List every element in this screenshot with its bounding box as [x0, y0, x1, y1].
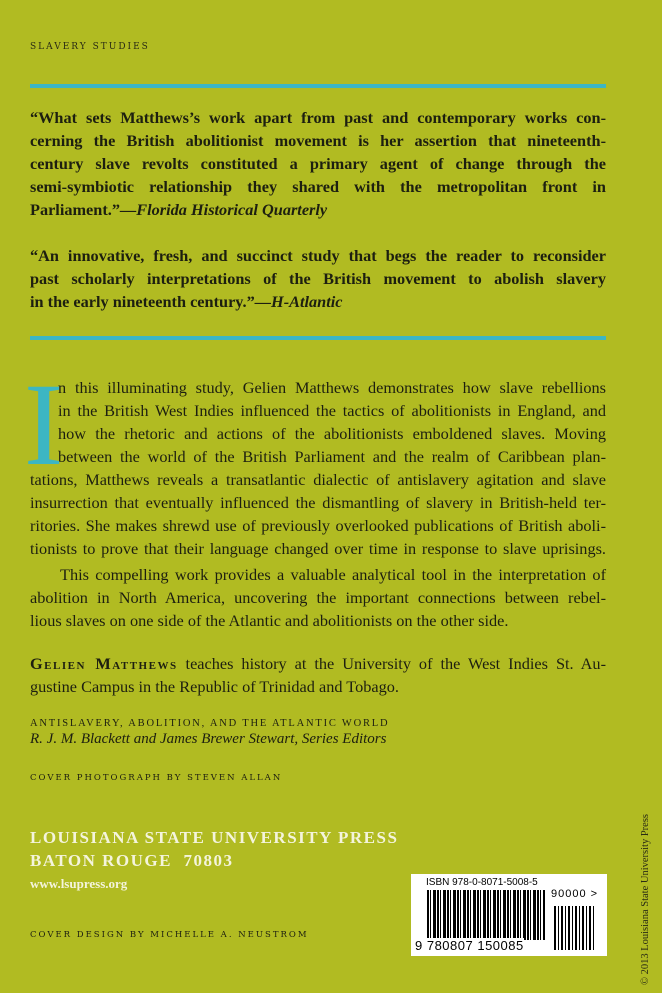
body-line: ritories. She makes shrewd use of previously overlooked publications of British aboli-: [30, 516, 606, 535]
divider-rule: [30, 84, 606, 88]
author-name: Gelien Matthews: [30, 654, 178, 673]
body-line: This compelling work provides a valuable analytical tool in the interpretation of: [60, 565, 606, 584]
body-line: n this illuminating study, Gelien Matthews demonstrates how slave rebellions: [58, 378, 606, 397]
series-title: ANTISLAVERY, ABOLITION, AND THE ATLANTIC WORLD: [30, 718, 390, 729]
barcode-bars: [427, 890, 545, 940]
body-line: abolition in North America, uncovering the important connections between rebel-: [30, 588, 606, 607]
body-line: tionists to prove that their language changed over time in response to slave uprisings.: [30, 539, 606, 558]
description-paragraph-1: [30, 376, 606, 560]
series-editors: R. J. M. Blackett and James Brewer Stewart, Series Editors: [30, 731, 387, 747]
publisher-name: LOUISIANA STATE UNIVERSITY PRESS: [30, 828, 399, 847]
body-line: lious slaves on one side of the Atlantic and abolitionists on the other side.: [30, 611, 509, 630]
body-line: insurrection that eventually influenced the dismantling of slavery in British-held ter-: [30, 493, 606, 512]
review-quote-2: [30, 244, 606, 313]
quote-line: “What sets Matthews’s work apart from past and contemporary works con-: [30, 108, 606, 127]
bio-text: gustine Campus in the Republic of Trinidad and Tobago.: [30, 677, 399, 696]
series-info: [30, 718, 389, 748]
isbn-barcode: [411, 874, 607, 956]
divider-rule: [30, 336, 606, 340]
quote-source: —H-Atlantic: [254, 292, 343, 311]
quote-line: past scholarly interpretations of the British movement to abolish slavery: [30, 269, 606, 288]
quote-source: —Florida Historical Quarterly: [119, 200, 328, 219]
publisher-url: www.lsupress.org: [30, 876, 128, 891]
quote-line: Parliament.”: [30, 200, 120, 219]
body-line: between the world of the British Parliament and the realm of Caribbean plan-: [58, 447, 606, 466]
quote-line: in the early nineteenth century.”: [30, 292, 255, 311]
quote-line: semi-symbiotic relationship they shared with the metropolitan front in: [30, 177, 606, 196]
photo-credit: COVER PHOTOGRAPH BY STEVEN ALLAN: [30, 773, 283, 783]
drop-cap: I: [24, 359, 64, 490]
price-code: 90000 >: [551, 888, 599, 900]
isbn-text: ISBN 978-0-8071-5008-5: [426, 877, 538, 888]
description-paragraph-2: [30, 563, 606, 632]
price-bars: [554, 906, 594, 950]
body-line: in the British West Indies influenced the tactics of abolitionists in England, and: [58, 401, 606, 420]
quote-line: “An innovative, fresh, and succinct study that begs the reader to reconsider: [30, 246, 606, 265]
design-credit: COVER DESIGN BY MICHELLE A. NEUSTROM: [30, 930, 309, 940]
quote-line: century slave revolts constituted a primary agent of change through the: [30, 154, 606, 173]
body-line: how the rhetoric and actions of the abolitionists emboldened slaves. Moving: [58, 424, 606, 443]
review-quote-1: [30, 106, 606, 221]
barcode-digits: 9 780807 150085: [415, 938, 524, 953]
publisher-city: BATON ROUGE 70803: [30, 851, 234, 870]
copyright-notice: © 2013 Louisiana State University Press: [640, 814, 651, 985]
series-kicker: SLAVERY STUDIES: [30, 42, 150, 52]
body-line: tations, Matthews reveals a transatlantic dialectic of antislavery agitation and slave: [30, 470, 606, 489]
author-bio: [30, 652, 606, 698]
bio-text: teaches history at the University of the West Indies St. Au-: [177, 654, 606, 673]
quote-line: cerning the British abolitionist movement is her assertion that nineteenth-: [30, 131, 606, 150]
publisher-block: [30, 826, 398, 895]
